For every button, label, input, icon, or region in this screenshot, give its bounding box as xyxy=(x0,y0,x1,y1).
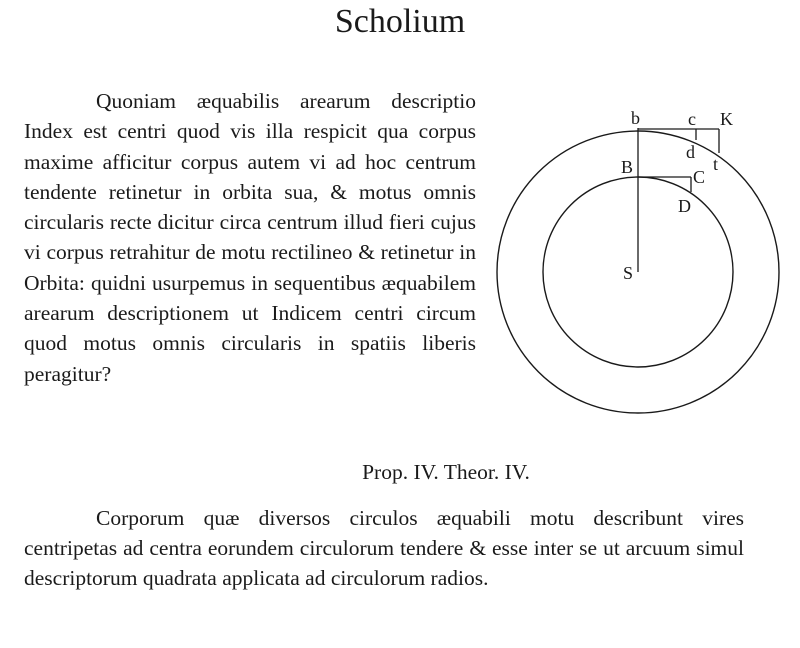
page-title: Scholium xyxy=(334,3,466,40)
label-S: S xyxy=(623,263,634,283)
label-B: B xyxy=(621,157,634,177)
proposition-heading: Prop. IV. Theor. IV. xyxy=(362,460,530,484)
label-b: b xyxy=(631,108,640,128)
label-t: t xyxy=(713,154,719,174)
label-C: C xyxy=(693,167,706,187)
label-D: D xyxy=(678,196,691,216)
concentric-circles-diagram xyxy=(490,100,790,420)
label-K: K xyxy=(720,109,733,129)
proposition-paragraph: Corporum quæ diversos circulos æquabili motu describunt vires centripetas ad centra eorundem circulorum tendere & esse inter se ut arcuum simul descriptorum quadrata applicata ad circulorum radios. xyxy=(24,506,744,590)
label-c: c xyxy=(688,109,696,129)
scholium-paragraph: Quoniam æquabilis arearum descriptio Index est centri quod vis illa respicit qua corpus maxime afficitur corpus autem vi ad hoc centrum tendente retinetur in orbita sua, & motus omnis circularis recte dicitur circa centrum illud fieri cujus vi corpus retrahitur de motu rectilineo & retinetur in Orbita: quidni usurpemus in sequentibus æquabilem arearum descriptionem ut Indicem centri circum quod motus omnis circularis in spatiis liberis peragitur? xyxy=(24,89,476,386)
label-d: d xyxy=(686,142,695,162)
